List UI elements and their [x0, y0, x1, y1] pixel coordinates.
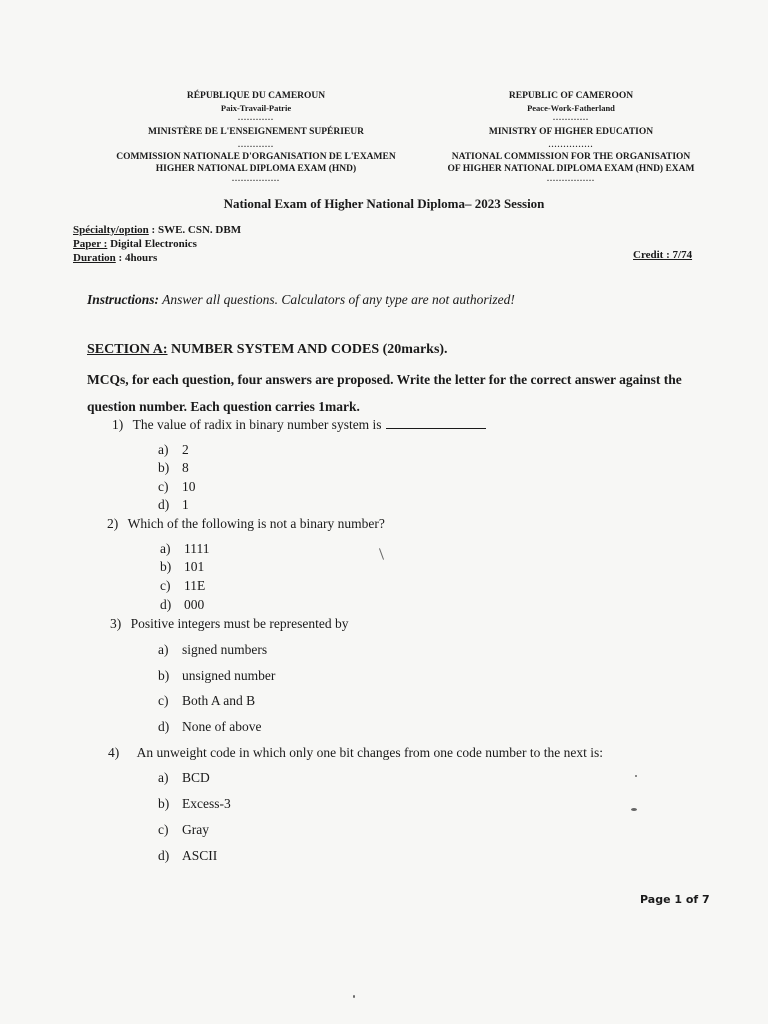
option-letter: b): [158, 668, 170, 683]
credit: [633, 249, 692, 261]
option-1b: [158, 460, 189, 476]
option-4c: [158, 822, 209, 838]
option-text: unsigned number: [182, 668, 276, 683]
option-text: 000: [184, 597, 205, 612]
motto-en: Peace-Work-Fatherland: [527, 103, 615, 113]
country-en: REPUBLIC OF CAMEROON: [508, 91, 634, 101]
option-letter: c): [160, 578, 171, 593]
option-text: BCD: [182, 770, 210, 785]
option-text: Excess-3: [182, 796, 231, 811]
option-text: 2: [182, 442, 189, 457]
scan-speck: [635, 775, 637, 777]
option-text: 10: [182, 479, 196, 494]
specialty-label: Spécialty/option: [73, 224, 149, 236]
header-right-english: [410, 90, 732, 183]
question-number: 3): [110, 616, 122, 631]
specialty-row: [73, 224, 241, 237]
option-letter: b): [158, 460, 170, 475]
question-text: Which of the following is not a binary number?: [127, 516, 385, 531]
option-letter: d): [158, 497, 170, 512]
question-text: Positive integers must be represented by: [130, 616, 349, 631]
country-fr: RÉPUBLIQUE DU CAMEROUN: [186, 91, 326, 101]
commission-fr-line1: COMMISSION NATIONALE D'ORGANISATION DE L'EXAMEN: [116, 152, 396, 162]
dots-fr-2: ............: [238, 140, 274, 149]
option-letter: c): [158, 479, 169, 494]
commission-fr-line2: HIGHER NATIONAL DIPLOMA EXAM (HND): [155, 164, 357, 174]
option-1d: [158, 497, 189, 513]
ministry-fr: MINISTÈRE DE L'ENSEIGNEMENT SUPÉRIEUR: [148, 127, 364, 137]
scan-speck: [379, 548, 384, 560]
option-letter: d): [158, 848, 170, 863]
option-2a: [160, 541, 210, 557]
option-text: Gray: [182, 822, 209, 837]
option-letter: a): [158, 770, 169, 785]
ministry-en: MINISTRY OF HIGHER EDUCATION: [488, 127, 654, 137]
option-4b: [158, 796, 231, 812]
option-2c: [160, 578, 205, 594]
option-text: 1: [182, 497, 189, 512]
option-text: None of above: [182, 719, 262, 734]
question-1: [112, 417, 486, 433]
dots-en-2: ...............: [548, 140, 594, 149]
instructions: [87, 292, 515, 308]
option-1c: [158, 479, 196, 495]
credit-label: Credit : 7/74: [633, 249, 693, 261]
option-text: 8: [182, 460, 189, 475]
commission-en-line2: OF HIGHER NATIONAL DIPLOMA EXAM (HND) EXAM: [447, 164, 695, 174]
option-letter: b): [160, 559, 172, 574]
dots-en-3: ................: [547, 174, 595, 183]
dots-en-1: ............: [553, 113, 589, 122]
paper-row: [73, 238, 197, 251]
option-text: 1111: [184, 541, 210, 556]
motto-fr: Paix-Travail-Patrie: [220, 103, 292, 113]
question-text: The value of radix in binary number system is: [132, 417, 382, 432]
option-letter: a): [158, 642, 169, 657]
scan-speck: [353, 995, 355, 998]
duration-value: : 4hours: [118, 252, 158, 264]
question-number: 4): [108, 745, 120, 760]
header-left-french: [80, 90, 432, 183]
question-4: [108, 745, 603, 761]
question-2: [107, 516, 385, 532]
option-text: signed numbers: [182, 642, 268, 657]
question-number: 1): [112, 417, 124, 432]
instructions-label: Instructions:: [87, 292, 160, 307]
instructions-text: Answer all questions. Calculators of any type are not authorized!: [162, 292, 515, 307]
option-letter: a): [160, 541, 171, 556]
option-letter: b): [158, 796, 170, 811]
section-a-title: NUMBER SYSTEM AND CODES (20marks).: [171, 342, 448, 357]
paper-value: Digital Electronics: [110, 238, 197, 250]
option-3c: [158, 693, 255, 709]
dots-fr-3: ................: [232, 174, 280, 183]
option-1a: [158, 442, 189, 458]
duration-row: [73, 252, 157, 265]
option-3d: [158, 719, 261, 735]
answer-blank: [386, 418, 486, 429]
option-letter: c): [158, 693, 169, 708]
question-text: An unweight code in which only one bit changes from one code number to the next is:: [136, 745, 604, 760]
option-3b: [158, 668, 275, 684]
mcq-instructions: MCQs, for each question, four answers are proposed. Write the letter for the correct answer against the question number. Each question carries 1mark.: [87, 372, 682, 414]
option-letter: a): [158, 442, 169, 457]
option-text: 11E: [184, 578, 206, 593]
question-3: [110, 616, 348, 632]
option-text: Both A and B: [182, 693, 256, 708]
section-a-label: SECTION A:: [87, 342, 168, 357]
option-letter: d): [158, 719, 170, 734]
option-text: 101: [184, 559, 205, 574]
option-2b: [160, 559, 204, 575]
option-4a: [158, 770, 210, 786]
exam-title: National Exam of Higher National Diploma– 2023 Session: [223, 196, 545, 211]
duration-label: Duration: [73, 252, 116, 264]
paper-label: Paper :: [73, 238, 108, 250]
option-2d: [160, 597, 204, 613]
section-a-heading: [87, 342, 448, 358]
option-letter: d): [160, 597, 172, 612]
question-number: 2): [107, 516, 119, 531]
option-4d: [158, 848, 217, 864]
page-number: Page 1 of 7: [640, 893, 710, 906]
commission-en-line1: NATIONAL COMMISSION FOR THE ORGANISATION: [451, 152, 691, 162]
option-3a: [158, 642, 267, 658]
specialty-value: : SWE. CSN. DBM: [151, 224, 242, 236]
dots-fr-1: ............: [238, 113, 274, 122]
option-letter: c): [158, 822, 169, 837]
scan-speck: [631, 808, 637, 811]
option-text: ASCII: [182, 848, 218, 863]
